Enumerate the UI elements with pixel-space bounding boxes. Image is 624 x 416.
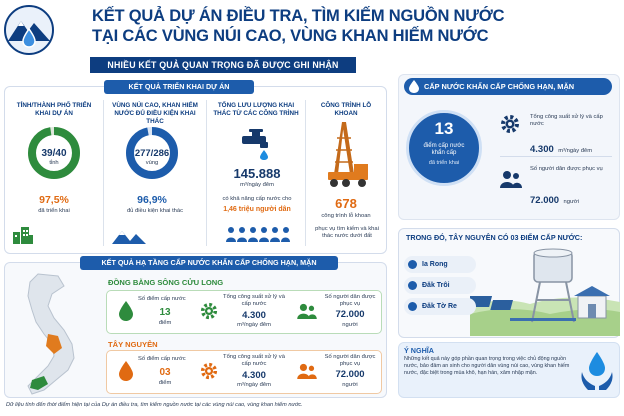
infrastructure-title: KẾT QUẢ HẠ TẦNG CẤP NƯỚC KHẨN CẤP CHỐNG HẠN, MẶN [80, 256, 338, 270]
hands-water-drop-icon [580, 350, 614, 390]
meaning-title: Ý NGHĨA [404, 346, 434, 355]
meaning-text: Những kết quả này góp phần quan trọng trong việc chủ động nguồn nước, bảo đảm an sinh cho người dân vùng núi cao, vùng khan hiếm nước, đặc biệt trong mùa khô, hạn hán, xâm nhập mặn. [404, 356, 570, 377]
buildings-icon [12, 226, 34, 244]
provinces-header: TỈNH/THÀNH PHỐ TRIỂN KHAI DỰ ÁN [16, 102, 92, 117]
flow-header: TỔNG LƯU LƯỢNG KHAI THÁC TỪ CÁC CÔNG TRÌNH [213, 102, 299, 117]
vietnam-map [8, 272, 100, 396]
highland-point-1: Ia Rong [404, 256, 476, 273]
region-points-label: Số điểm cấp nước [138, 296, 186, 302]
regions-caption: đủ điều kiện khai thác [126, 208, 184, 214]
region-capacity-value: 4.300 [242, 310, 266, 321]
region-people-value: 72.000 [335, 369, 365, 380]
highland-point-3: Đăk Tờ Re [404, 298, 476, 315]
emergency-title: CẤP NƯỚC KHẨN CẤP CHỐNG HẠN, MẶN [424, 82, 575, 91]
boreholes-header: CÔNG TRÌNH LỖ KHOAN [320, 102, 372, 117]
highlands-title: TRONG ĐÓ, TÂY NGUYÊN CÓ 03 ĐIỂM CẤP NƯỚC: [406, 233, 583, 242]
regions-pct: 96,9% [137, 194, 167, 206]
region-people-label: Số người dân được phục vụ [324, 294, 376, 308]
region-name-mekong: ĐỒNG BẰNG SÔNG CỬU LONG [108, 278, 224, 287]
location-pin-icon [408, 281, 417, 290]
region-points-value: 13 [159, 307, 171, 318]
location-pin-icon [408, 260, 417, 269]
location-pin-icon [408, 302, 417, 311]
flow-highlight: 1,46 triệu người dân [223, 206, 291, 213]
deployment-title: KẾT QUẢ TRIỂN KHAI DỰ ÁN [104, 80, 254, 94]
people-group-icon [226, 226, 290, 242]
regions-unit: vùng [145, 160, 159, 166]
page-title: KẾT QUẢ DỰ ÁN ĐIỀU TRA, TÌM KIẾM NGUỒN NƯỚC TẠI CÁC VÙNG NÚI CAO, VÙNG KHAN HIẾM NƯỚC [92, 7, 505, 45]
boreholes-caption: công trình lỗ khoan [321, 213, 371, 219]
people-icon [500, 170, 522, 188]
region-capacity-label: Tổng công suất xử lý và cấp nước [223, 354, 285, 368]
flow-unit: m³/ngày đêm [240, 182, 274, 188]
provinces-unit: tỉnh [49, 160, 59, 166]
provinces-pct: 97,5% [39, 194, 69, 206]
gear-icon [200, 362, 218, 380]
region-name-highlands: TÂY NGUYÊN [108, 340, 158, 349]
region-people-label: Số người dân được phục vụ [324, 354, 376, 368]
region-people-unit: người [342, 322, 358, 328]
region-points-label: Số điểm cấp nước [138, 356, 186, 362]
people-icon [296, 363, 318, 379]
highland-point-2: Đăk Trôi [404, 277, 476, 294]
drill-rig-icon [324, 118, 372, 190]
region-people-unit: người [342, 382, 358, 388]
region-capacity-unit: m³/ngày đêm [237, 322, 271, 328]
regions-header: VÙNG NÚI CAO, KHAN HIẾM NƯỚC ĐỦ ĐIỀU KIỆN KHAI THÁC [112, 102, 198, 125]
people-icon [296, 303, 318, 319]
gear-icon [500, 114, 520, 134]
region-capacity-label: Tổng công suất xử lý và cấp nước [223, 294, 285, 308]
boreholes-note: phục vụ tìm kiếm và khai thác nước dưới đất [315, 226, 379, 240]
mountains-icon [112, 228, 146, 244]
provinces-caption: đã triển khai [38, 208, 70, 214]
emergency-people-label: Số người dân được phục vụ [530, 166, 603, 172]
provinces-value: 39/40 [41, 148, 67, 159]
region-points-unit: điểm [158, 320, 172, 326]
flow-value: 145.888 [233, 166, 281, 181]
emergency-capacity-label: Tổng công suất xử lý và cấp nước [530, 114, 603, 128]
region-capacity-value: 4.300 [242, 370, 266, 381]
region-points-value: 03 [159, 367, 171, 378]
boreholes-value: 678 [335, 196, 357, 211]
regions-value: 277/286 [134, 148, 170, 159]
water-drop-icon [408, 80, 420, 93]
water-drop-icon [118, 301, 134, 321]
footer-note: Dữ liệu tính đến thời điểm hiện tại của Dự án điều tra, tìm kiếm nguồn nước tại các vùng núi cao, vùng khan hiếm nước. [6, 402, 303, 408]
region-points-unit: điểm [158, 380, 172, 386]
region-capacity-unit: m³/ngày đêm [237, 382, 271, 388]
water-tower-illustration [470, 244, 620, 336]
emergency-people-value: 72.000 người [530, 195, 579, 206]
region-people-value: 72.000 [335, 309, 365, 320]
mountain-water-logo [4, 5, 54, 55]
flow-caption: có khả năng cấp nước cho [222, 196, 292, 202]
faucet-icon [240, 128, 276, 160]
emergency-points-text: điểm cấp nước khẩn cấp [423, 142, 465, 157]
emergency-points-sub: đã triển khai [428, 160, 460, 166]
page-subtitle: NHIỀU KẾT QUẢ QUAN TRỌNG ĐÃ ĐƯỢC GHI NHẬN [90, 57, 356, 73]
water-drop-icon [118, 361, 134, 381]
emergency-points-value: 13 [434, 119, 454, 138]
gear-icon [200, 302, 218, 320]
emergency-capacity-value: 4.300 m³/ngày đêm [530, 144, 593, 155]
